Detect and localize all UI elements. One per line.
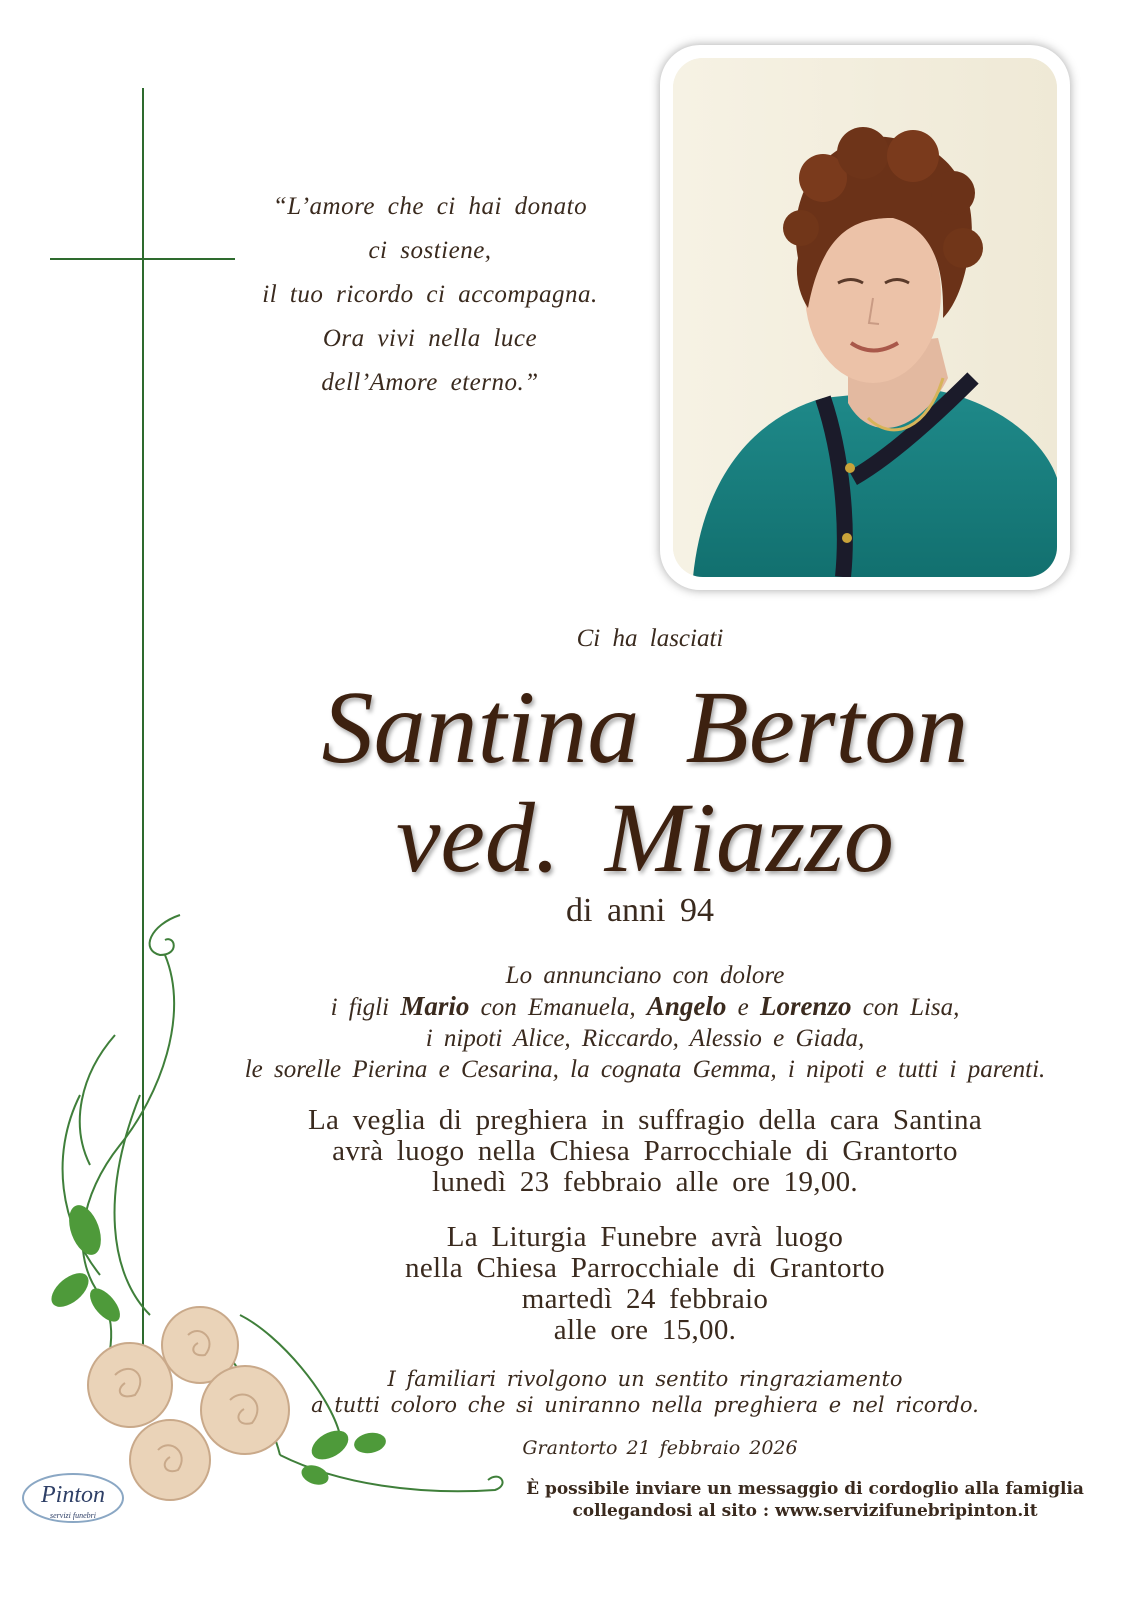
funeral-line: nella Chiesa Parrocchiale di Grantorto <box>405 1252 885 1284</box>
child-name: Mario <box>400 991 470 1021</box>
family-line: Lo annunciano con dolore <box>505 962 785 989</box>
funeral-line: martedì 24 febbraio <box>521 1283 769 1315</box>
logo-tagline: servizi funebri <box>50 1511 96 1520</box>
vigil-line: La veglia di preghiera in suffragio della cara Santina <box>307 1104 983 1136</box>
cross-icon-horizontal <box>50 258 235 260</box>
vigil-line: lunedì 23 febbraio alle ore 19,00. <box>432 1166 858 1198</box>
funeral-line: alle ore 15,00. <box>553 1314 737 1346</box>
thanks-line: a tutti coloro che si uniranno nella preghiera e nel ricordo. <box>311 1393 979 1417</box>
age: di anni 94 <box>566 892 714 929</box>
quote <box>250 185 610 405</box>
website-info <box>505 1478 1105 1522</box>
family-line: i nipoti Alice, Riccardo, Alessio e Giada, <box>425 1025 865 1052</box>
child-name: Lorenzo <box>759 991 852 1021</box>
quote-line: dell’Amore eterno.” <box>321 369 539 396</box>
logo-name: Pinton <box>41 1482 105 1508</box>
deceased-name: Santina Berton <box>321 670 969 785</box>
vigil-line: avrà luogo nella Chiesa Parrocchiale di Grantorto <box>332 1135 958 1167</box>
portrait-illustration <box>673 58 1057 577</box>
intro-text: Ci ha lasciati <box>576 625 724 652</box>
funeral-line: La Liturgia Funebre avrà luogo <box>446 1221 844 1253</box>
notice-date: Grantorto 21 febbraio 2026 <box>522 1437 798 1459</box>
quote-line: Ora vivi nella luce <box>322 325 538 352</box>
quote-line: ci sostiene, <box>368 237 492 264</box>
portrait-photo <box>673 58 1057 577</box>
family-line: le sorelle Pierina e Cesarina, la cognata Gemma, i nipoti e tutti i parenti. <box>244 1056 1046 1083</box>
deceased-married-name: ved. Miazzo <box>396 782 894 893</box>
family-line-children: i figli Mario con Emanuela, Angelo e Lorenzo con Lisa, <box>330 991 960 1021</box>
website-line: È possibile inviare un messaggio di cordoglio alla famiglia <box>526 1479 1084 1499</box>
pinton-logo <box>18 1468 128 1528</box>
thanks-line: I familiari rivolgono un sentito ringraziamento <box>387 1367 903 1391</box>
website-link[interactable]: collegandosi al sito : www.servizifunebripinton.it <box>572 1501 1038 1521</box>
quote-line: “L’amore che ci hai donato <box>272 193 588 220</box>
quote-line: il tuo ricordo ci accompagna. <box>262 281 598 308</box>
roses-decoration <box>40 895 520 1535</box>
child-name: Angelo <box>646 991 727 1021</box>
